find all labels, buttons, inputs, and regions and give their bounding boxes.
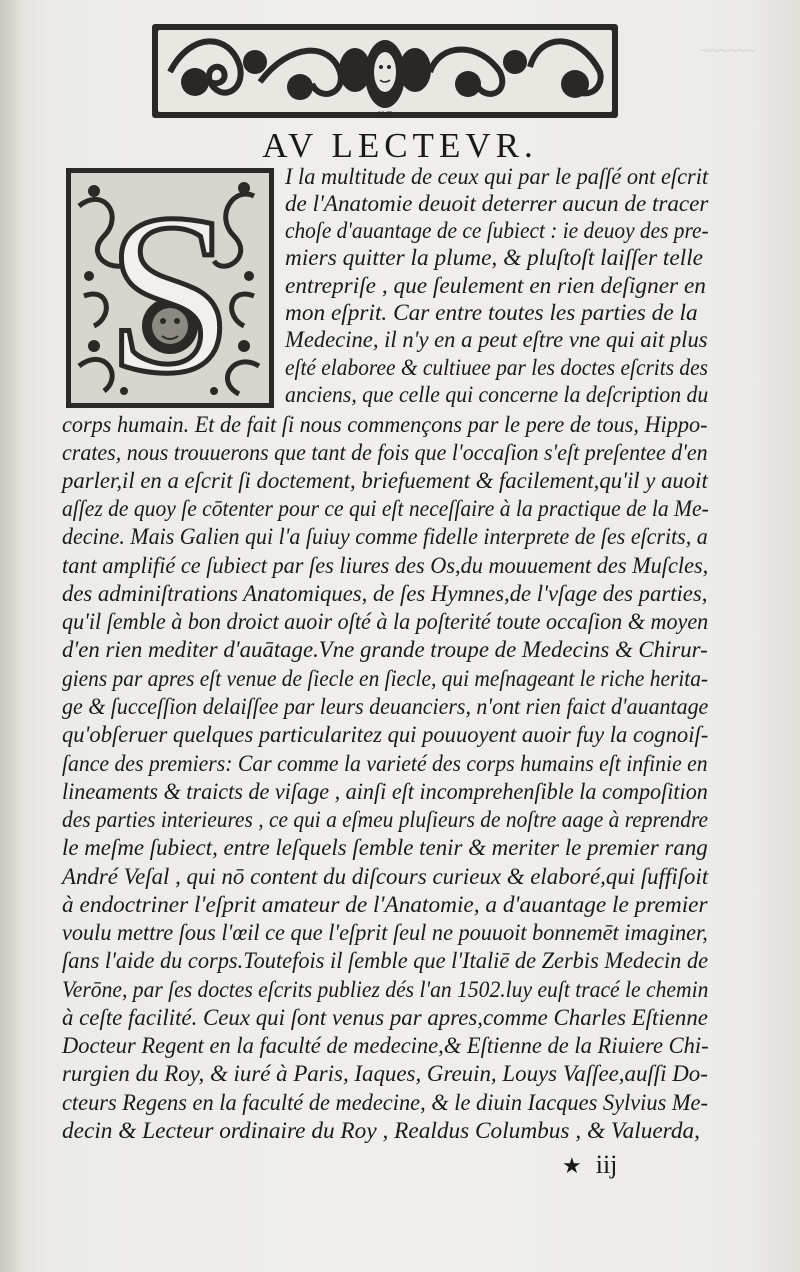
text-line: crates, nous trouuerons que tant de fois que l'occaſion s'eſt preſentee d'en bbox=[62, 440, 708, 466]
signature-label: iij bbox=[595, 1150, 618, 1179]
text-line: ge & ſucceſſion delaiſſee par leurs deuanciers, n'ont rien faict d'auantage bbox=[62, 694, 709, 720]
text-line: I la multitude de ceux qui par le paſſé ont eſcrit bbox=[285, 164, 709, 190]
text-line: Docteur Regent en la faculté de medecine,& Eſtienne de la Riuiere Chi- bbox=[62, 1033, 709, 1059]
text-line: Medecine, il n'y en a peut eſtre vne qui ait plus bbox=[285, 327, 708, 353]
signature-mark bbox=[562, 1150, 617, 1180]
text-line: eſté elaboree & cultiuee par les doctes eſcrits des bbox=[285, 355, 708, 381]
text-line: entrepriſe , que ſeulement en rien deſigner en bbox=[285, 273, 706, 299]
text-line: voulu mettre ſous l'œil ce que l'eſprit ſeul ne pouuoit bonnemēt imaginer, bbox=[62, 920, 708, 946]
drop-cap bbox=[64, 166, 276, 410]
text-line: cteurs Regens en la faculté de medecine, & le diuin Iacques Sylvius Me- bbox=[62, 1090, 708, 1116]
text-line: lineaments & traicts de viſage , ainſi eſt incomprehenſible la compoſition bbox=[62, 779, 708, 805]
text-line: corps humain. Et de fait ſi nous commençons par le pere de tous, Hippo- bbox=[62, 412, 708, 438]
text-line: miers quitter la plume, & pluſtoſt laiſſer telle bbox=[285, 245, 704, 271]
text-line: ſance des premiers: Car comme la varieté des corps humains eſt infinie en bbox=[62, 751, 708, 777]
page-title: AV LECTEVR. bbox=[262, 126, 538, 165]
page-gutter bbox=[0, 0, 22, 1272]
text-line: mon eſprit. Car entre toutes les parties de la bbox=[285, 300, 698, 326]
text-line: decin & Lecteur ordinaire du Roy , Realdus Columbus , & Valuerda, bbox=[62, 1118, 701, 1144]
ornamental-headpiece bbox=[150, 22, 620, 122]
text-line: à ceſte facilité. Ceux qui ſont venus par apres,comme Charles Eſtienne bbox=[62, 1005, 708, 1031]
text-line: d'en rien mediter d'auātage.Vne grande troupe de Medecins & Chirur- bbox=[62, 637, 708, 663]
text-line: qu'obſeruer quelques particularitez qui pouuoyent auoir fuy la cognoiſ- bbox=[62, 722, 709, 748]
text-line: le meſme ſubiect, entre leſquels ſemble tenir & meriter le premier rang bbox=[62, 835, 708, 861]
text-line: choſe d'auantage de ce ſubiect : ie deuoy des pre- bbox=[285, 218, 709, 244]
text-line: des parties interieures , ce qui a eſmeu pluſieurs de noſtre aage à reprendre bbox=[62, 807, 709, 833]
text-line: decine. Mais Galien qui l'a ſuiuy comme fidelle interprete de ſes eſcrits, a bbox=[62, 524, 708, 550]
text-line: parler,il en a eſcrit ſi doctement, briefuement & facilement,qu'il y auoit bbox=[62, 468, 708, 494]
star-icon: ★ bbox=[562, 1153, 582, 1178]
text-line: giens par apres eſt venue de ſiecle en ſiecle, qui meſnageant le riche herita- bbox=[62, 666, 709, 692]
decorated-initial-icon bbox=[64, 166, 276, 410]
text-line: aſſez de quoy ſe cōtenter pour ce qui eſt neceſſaire à la practique de la Me- bbox=[62, 496, 709, 522]
headpiece-initials: H.T bbox=[377, 110, 393, 120]
text-line: tant amplifié ce ſubiect par ſes liures des Os,du mouuement des Muſcles, bbox=[62, 553, 709, 579]
text-line: de l'Anatomie deuoit deterrer aucun de tracer bbox=[285, 191, 709, 217]
text-line: ſans l'aide du corps.Toutefois il ſemble que l'Italiē de Zerbis Medecin de bbox=[62, 948, 709, 974]
headpiece-ornament-icon bbox=[150, 22, 620, 122]
show-through: ~~~~~~ bbox=[700, 41, 756, 60]
text-line: qu'il ſemble à bon droict auoir oſté à la poſterité toute occaſion & moyen bbox=[62, 609, 709, 635]
text-line: André Veſal , qui nō content du diſcours curieux & elaboré,qui ſuffiſoit bbox=[62, 864, 709, 890]
text-line: des adminiſtrations Anatomiques, de ſes Hymnes,de l'vſage des parties, bbox=[62, 581, 708, 607]
text-line: à endoctriner l'eſprit amateur de l'Anatomie, a d'auantage le premier bbox=[62, 892, 708, 918]
text-line: Verōne, par ſes doctes eſcrits publiez dés l'an 1502.luy euſt tracé le chemin bbox=[62, 977, 709, 1003]
drop-cap-letter: S bbox=[106, 166, 234, 410]
text-line: rurgien du Roy, & iuré à Paris, Iaques, Greuin, Louys Vaſſee,auſſi Do- bbox=[62, 1061, 708, 1087]
text-line: anciens, que celle qui concerne la deſcription du bbox=[285, 382, 709, 408]
